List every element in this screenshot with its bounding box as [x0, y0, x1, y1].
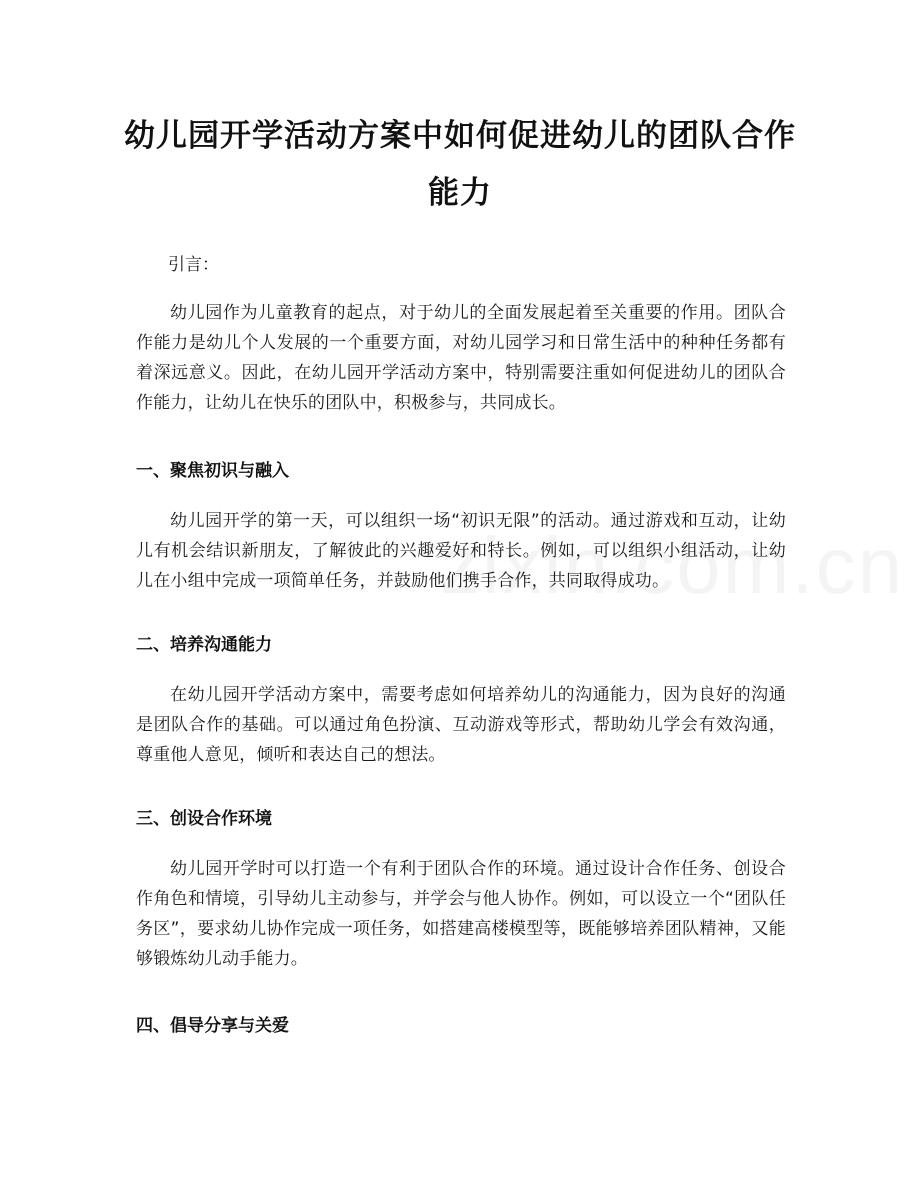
intro-paragraph: 幼儿园作为儿童教育的起点，对于幼儿的全面发展起着至关重要的作用。团队合作能力是幼儿个人发展的一个重要方面，对幼儿园学习和日常生活中的种种任务都有着深远意义。因此，在幼儿园开学活动方案中，特别需要注重如何促进幼儿的团队合作能力，让幼儿在快乐的团队中，积极参与，共同成长。 — [136, 303, 786, 413]
section-heading-3: 三、创设合作环境 — [136, 809, 272, 829]
document-title: 幼儿园开学活动方案中如何促进幼儿的团队合作能力 — [124, 118, 796, 211]
section-paragraph-2: 在幼儿园开学活动方案中，需要考虑如何培养幼儿的沟通能力，因为良好的沟通是团队合作的基础。可以通过角色扮演、互动游戏等形式，帮助幼儿学会有效沟通，尊重他人意见，倾听和表达自己的想法。 — [136, 685, 786, 765]
section-paragraph-3: 幼儿园开学时可以打造一个有利于团队合作的环境。通过设计合作任务、创设合作角色和情境，引导幼儿主动参与，并学会与他人协作。例如，可以设立一个“团队任务区”，要求幼儿协作完成一项任务，如搭建高楼模型等，既能够培养团队精神，又能够锻炼幼儿动手能力。 — [136, 859, 786, 969]
intro-label: 引言： — [168, 255, 219, 275]
section-paragraph-1: 幼儿园开学的第一天，可以组织一场“初识无限”的活动。通过游戏和互动，让幼儿有机会结识新朋友，了解彼此的兴趣爱好和特长。例如，可以组织小组活动，让幼儿在小组中完成一项简单任务，并鼓励他们携手合作，共同取得成功。 — [136, 511, 786, 591]
section-heading-2: 二、培养沟通能力 — [136, 635, 272, 655]
section-heading-4: 四、倡导分享与关爱 — [136, 1016, 289, 1036]
section-heading-1: 一、聚焦初识与融入 — [136, 461, 289, 481]
